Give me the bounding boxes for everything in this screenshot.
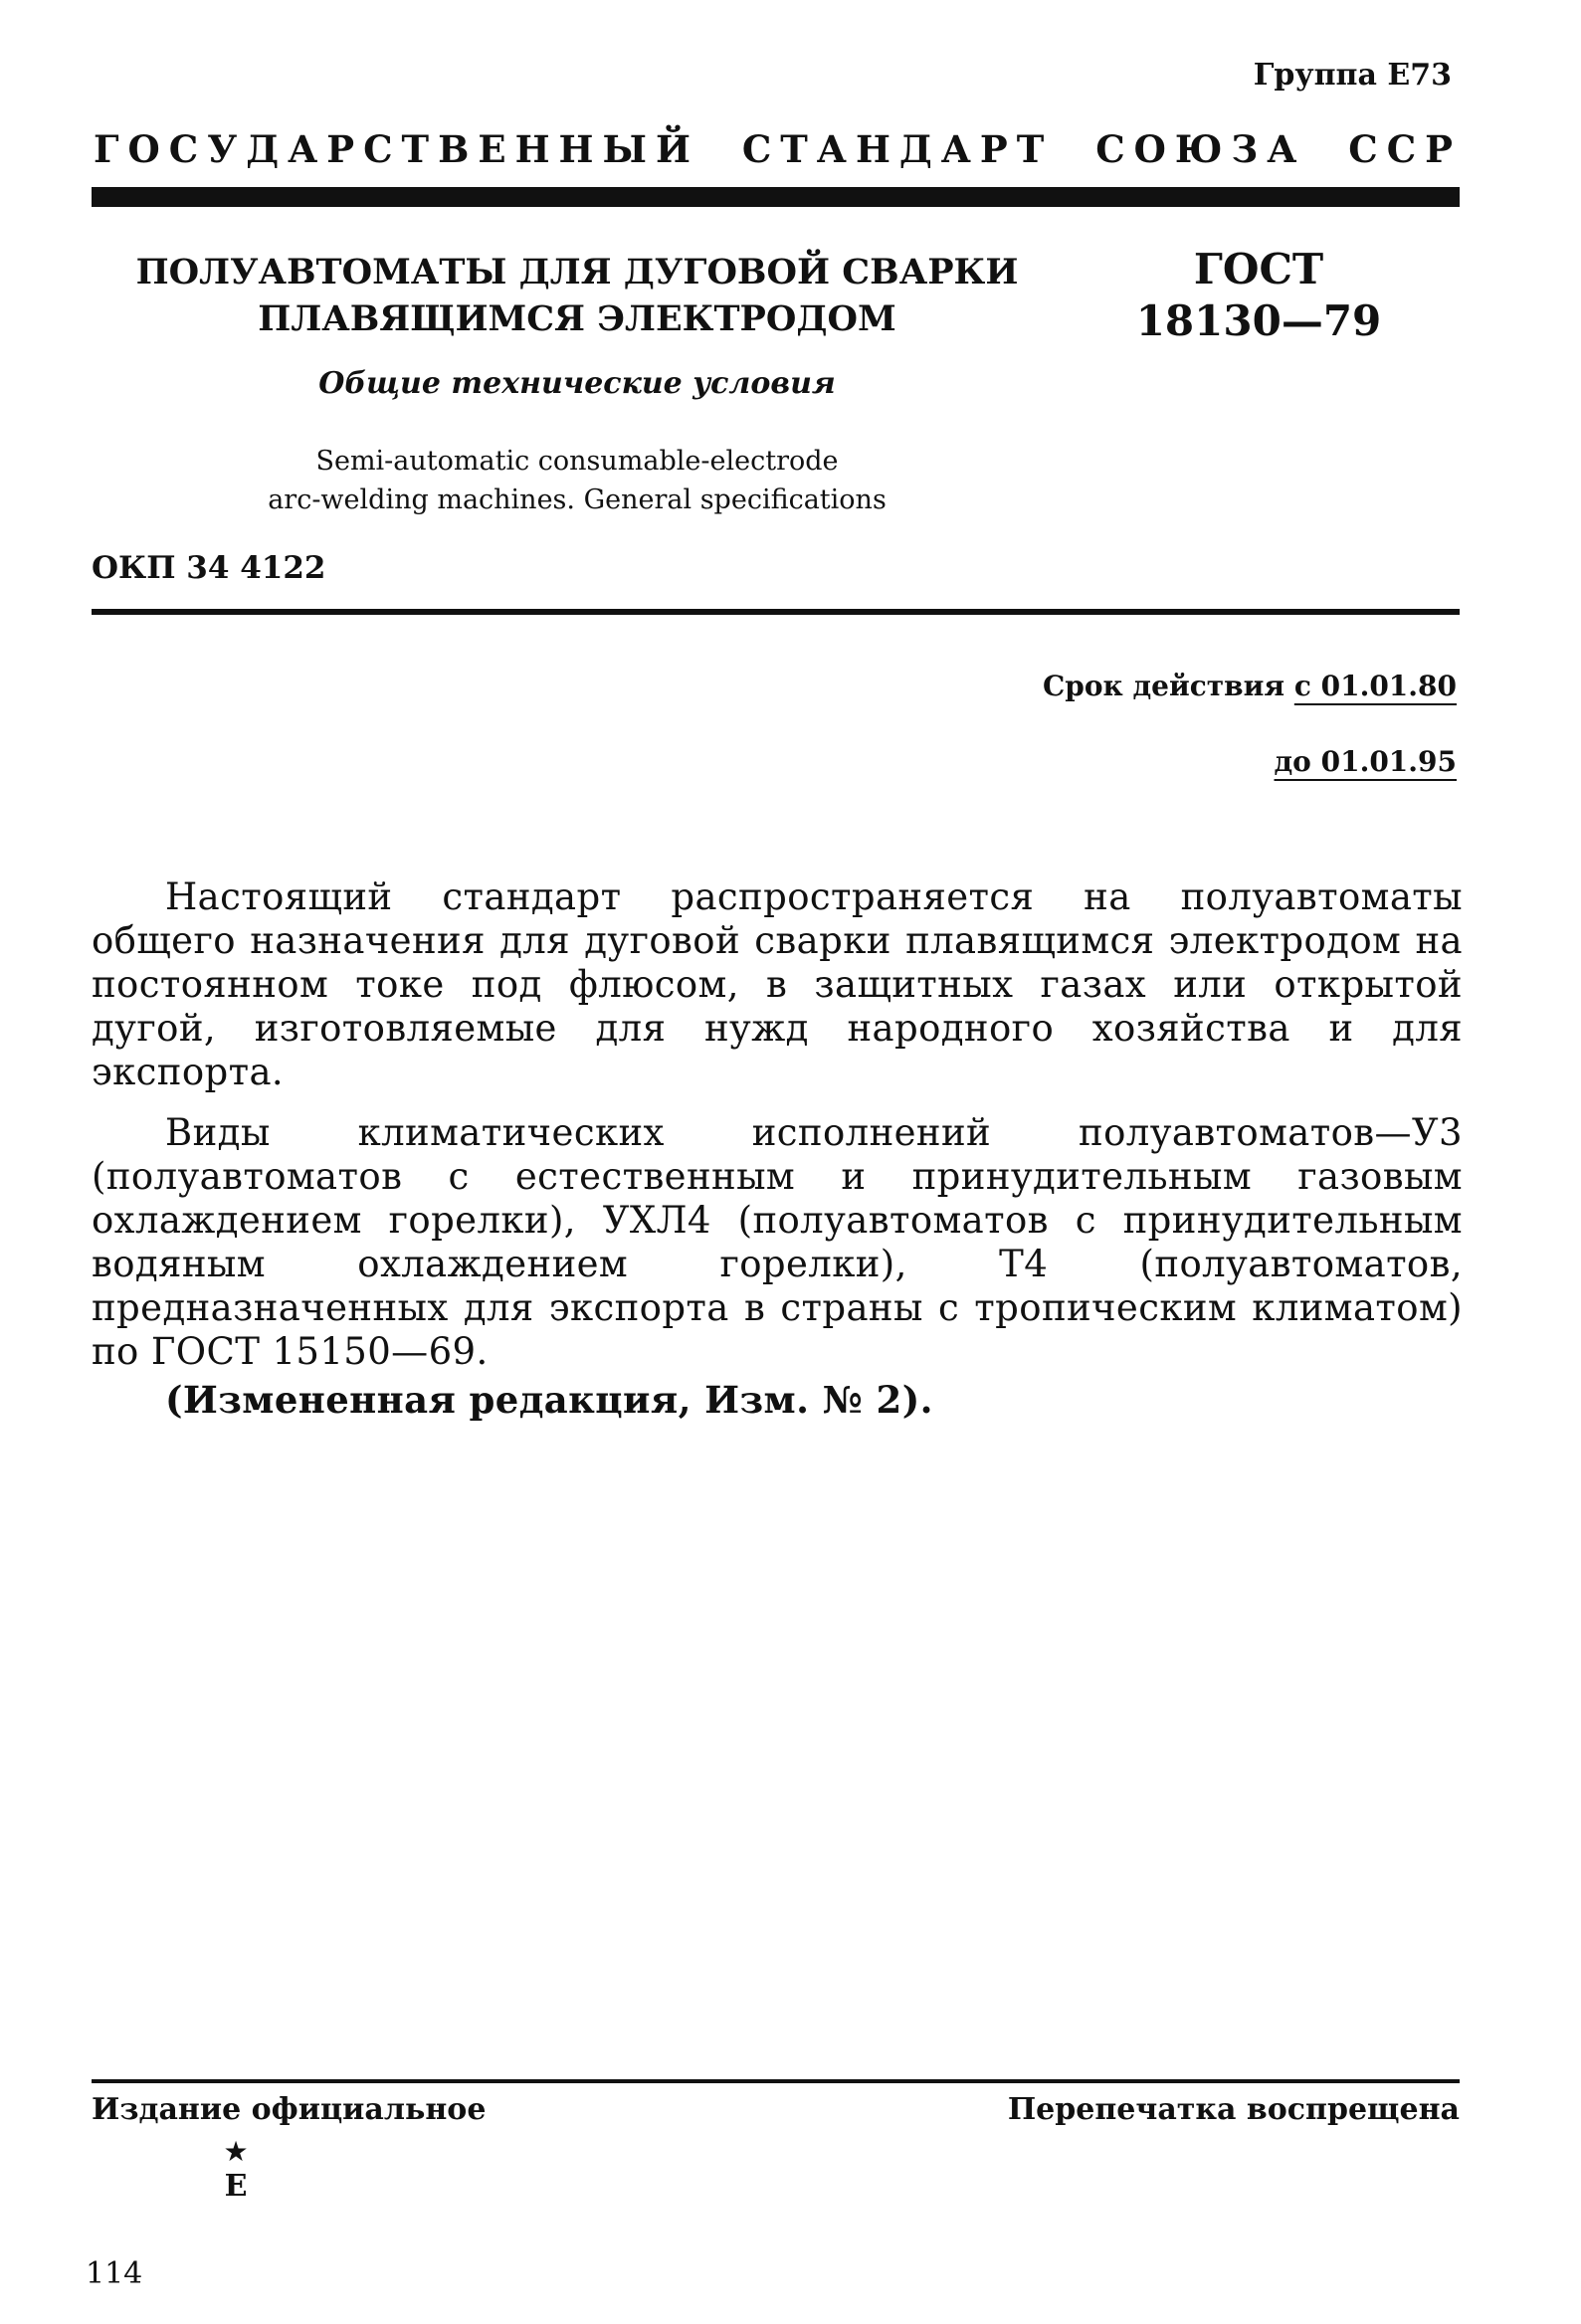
validity-from-date: с 01.01.80 [1293, 670, 1457, 702]
standard-heading [94, 127, 1462, 171]
star-icon: ★ [223, 2135, 249, 2168]
okp-code: ОКП 34 4122 [92, 550, 326, 586]
paragraph-amendment-note: (Измененная редакция, Изм. № 2). [165, 1378, 933, 1422]
heading-word-union: СОЮЗА [1095, 127, 1306, 171]
paragraph-scope: Настоящий стандарт распространяется на полуавтоматы общего назначения для дуговой сварки плавящимся электродом на постоянном токе под флюсом, в защитных газах или открытой дугой, изготовляемые для нужд народного хозяйства и для экспорта. [92, 875, 1463, 1093]
english-title-line-1: Semi-automatic consumable-electrode [315, 446, 839, 477]
english-title-line-2: arc-welding machines. General specifications [268, 484, 887, 515]
paragraph-climatic-versions: Виды климатических исполнений полуавтоматов—У3 (полуавтоматов с естественным и принудительным газовым охлаждением горелки), УХЛ4 (полуавтоматов с принудительным водяным охлаждением горелки), Т4 (полуавтоматов, предназначенных для экспорта в страны с тропическим климатом) по ГОСТ 15150—69. [92, 1111, 1463, 1373]
group-code: Группа Е73 [1253, 58, 1452, 93]
gost-label: ГОСТ [1193, 245, 1324, 293]
heading-word-standard: СТАНДАРТ [741, 127, 1054, 171]
title-line-1: ПОЛУАВТОМАТЫ ДЛЯ ДУГОВОЙ СВАРКИ [135, 252, 1019, 292]
footer-rule [92, 2079, 1460, 2083]
reprint-prohibited-label: Перепечатка воспрещена [1007, 2092, 1460, 2127]
document-title [119, 249, 1035, 342]
page-number: 114 [86, 2256, 143, 2291]
validity-to [1275, 745, 1457, 778]
mid-rule [92, 609, 1460, 615]
validity-label: Срок действия [1043, 670, 1285, 702]
gost-number: 18130—79 [1135, 296, 1382, 345]
validity-to-date: до 01.01.95 [1274, 745, 1457, 778]
title-line-2: ПЛАВЯЩИМСЯ ЭЛЕКТРОДОМ [258, 298, 896, 339]
heading-word-ussr: ССР [1348, 127, 1462, 171]
document-subtitle: Общие технические условия [318, 366, 836, 401]
top-thick-rule [92, 187, 1460, 207]
english-title [119, 442, 1035, 519]
validity-from [1043, 670, 1457, 702]
gost-designation [1104, 244, 1413, 347]
heading-word-state: ГОСУДАРСТВЕННЫЙ [94, 127, 699, 171]
edition-letter: Е [224, 2169, 248, 2204]
official-edition-label: Издание официальное [92, 2092, 487, 2127]
